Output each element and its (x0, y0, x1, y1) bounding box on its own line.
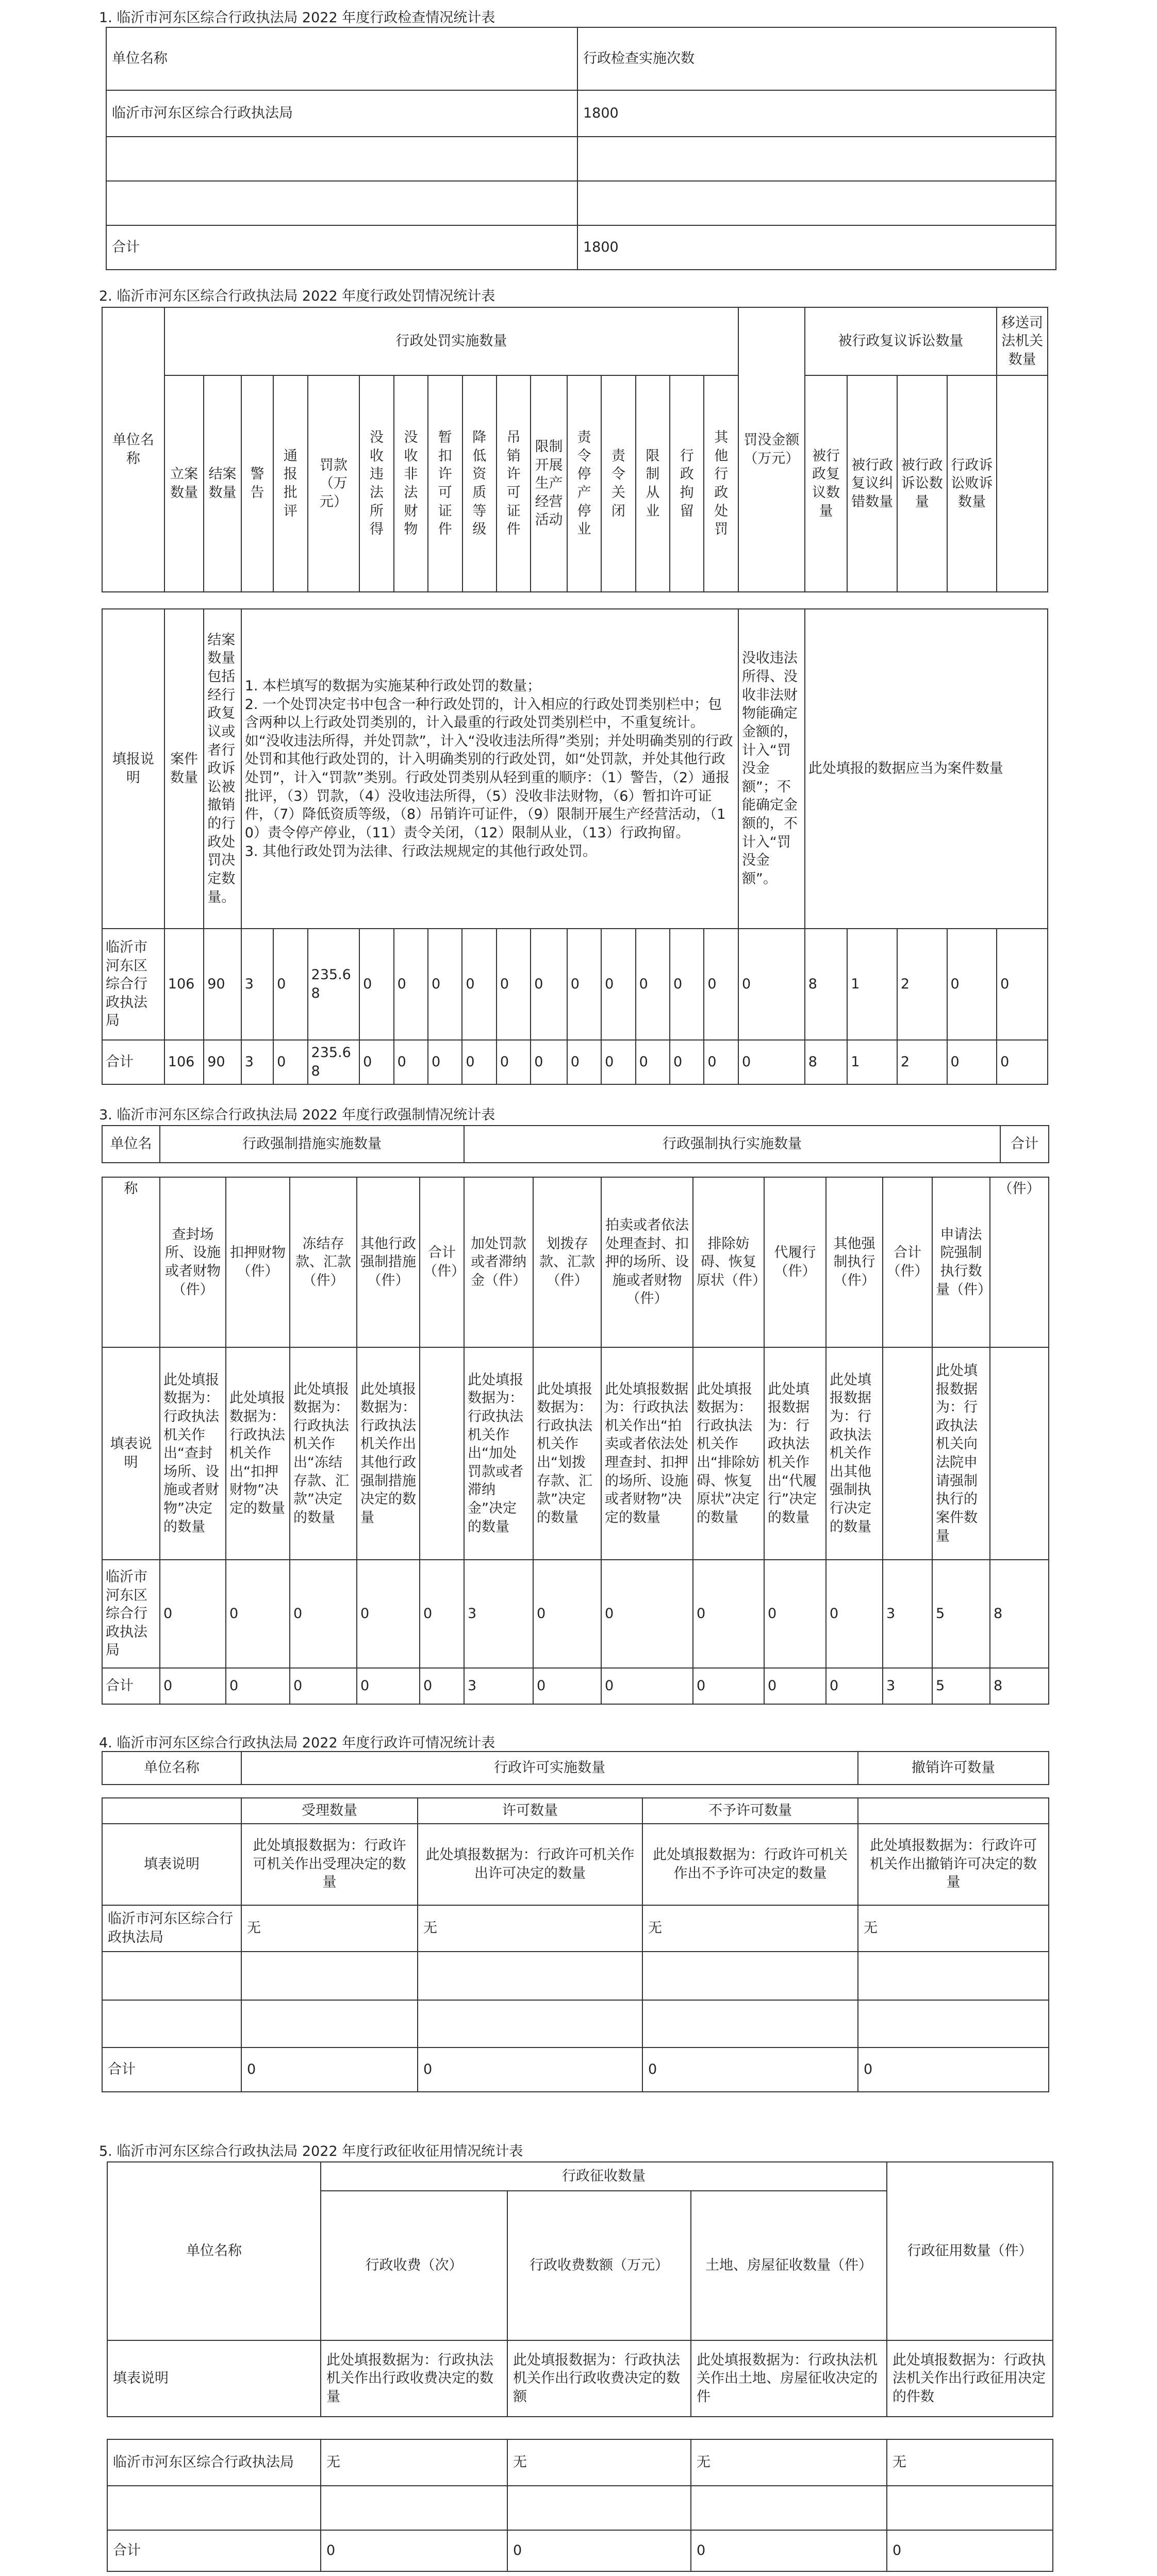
fill-penalty-rules (241, 609, 738, 929)
header-seize-property: 扣押财物（件） (226, 1177, 290, 1347)
header-transfer-judicial: 移送司法机关数量 (997, 307, 1048, 375)
cell-unit-name: 临沂市河东区综合行政执法局 (102, 1905, 241, 1952)
fill-instructions-label: 填表说明 (102, 1347, 160, 1560)
header-unit-a: 单位名 (102, 1126, 160, 1163)
header-review-corrected: 被行政复议纠错数量 (847, 375, 897, 592)
header-warning: 警告 (241, 375, 273, 592)
table-row (107, 2486, 1053, 2530)
header-measure-total: 合计（件） (420, 1177, 464, 1347)
total-row: 合计 0 0 0 0 (102, 2047, 1049, 2092)
header-requisition-count: 行政征用数量（件） (887, 2162, 1053, 2340)
header-unit: 单位名称 (107, 2162, 321, 2340)
cell-unit-name: 临沂市河东区综合行政执法局 (106, 90, 577, 137)
header-land-house: 土地、房屋征收数量（件） (691, 2191, 887, 2340)
table-row (102, 2000, 1049, 2047)
table-row (106, 181, 1056, 225)
fill-rule-1: 1. 本栏填写的数据为实施某种行政处罚的数量； (244, 678, 541, 694)
header-review-count: 被行政复议数量 (805, 375, 848, 592)
header-unit: 单位名称 (102, 307, 164, 592)
cell-unit-name: 临沂市河东区综合行政执法局 (107, 2439, 321, 2486)
section2-title: 2. 临沂市河东区综合行政执法局 2022 年度行政处罚情况统计表 (99, 288, 495, 304)
total-label: 合计 (106, 225, 577, 270)
section3-title: 3. 临沂市河东区综合行政执法局 2022 年度行政强制情况统计表 (99, 1107, 495, 1123)
penalty-body-table (102, 608, 1048, 1085)
table-row: 临沂市河东区综合行政执法局 无 无 无 无 (107, 2439, 1053, 2486)
header-exec-total: 合计（件） (883, 1177, 932, 1347)
header-substitute-perform: 代履行（件） (764, 1177, 826, 1347)
fill-confiscation-note: 没收违法所得、没收非法财物能确定金额的，计入“罚没金额”；不能确定金额的，不计入“罚没金额”。 (738, 609, 805, 929)
header-restrict-production: 限制开展生产经营活动 (531, 375, 567, 592)
license-body-table: 受理数量 许可数量 不予许可数量 填表说明 此处填报数据为：行政许可机关作出受理决定的数量 此处填报数据为：行政许可机关作出许可决定的数量 此处填报数据为：行政许可机关作出不予许可决定的数量 此处填报数据为：行政许可机关作出撤销许可决定的数量 临沂市河东区综合行政执法局 无 无 无 无 合计 0 0 0 0 (102, 1797, 1049, 2092)
header-inspection-count: 行政检查实施次数 (577, 27, 1056, 90)
header-granted: 许可数量 (418, 1798, 642, 1824)
total-label: 合计 (102, 1040, 164, 1084)
header-circulate-criticism: 通报批评 (273, 375, 307, 592)
header-restrict-practice: 限制从业 (636, 375, 670, 592)
header-other-penalty: 其他行政处罚 (704, 375, 738, 592)
header-confiscate-income: 没收违法所得 (359, 375, 393, 592)
header-freeze-deposit: 冻结存款、汇款（件） (290, 1177, 357, 1347)
header-unit-b: 称 (102, 1177, 160, 1347)
enforcement-body-table: 称 查封场所、设施或者财物（件） 扣押财物（件） 冻结存款、汇款（件） 其他行政强制措施（件） 合计（件） 加处罚款或者滞纳金（件） 划拨存款、汇款（件） 拍卖或者依法处理查封、扣押的场所、设施或者财物（件） 排除妨碍、恢复原状（件） 代履行（件） 其他强制执行（件） 合计（件） 申请法院强制执行数量（件） （件） 填表说明 此处填报数据为：行政执法机关作出“查封场所、设施或者财物”决定的数量 此处填报数据为：行政执法机关作出“扣押财物”决定的数量 此处填报数据为：行政执法机关作出“冻结存款、汇款”决定的数量 此处填报数据为：行政执法机关作出其他行政强制措施决定的数量 此处填报数据为：行政执法机关作出“加处罚款或者滞纳金”决定的数量 此处填报数据为：行政执法机关作出“划拨存款、汇款”决定的数量 此处填报数据为：行政执法机关作出“拍卖或者依法处理查封、扣押的场所、设施或者财物”决定的数量 此处填报数据为：行政执法机关作出“排除妨碍、恢复原状”决定的数量 此处填报数据为：行政执法机关作出“代履行”决定的数量 此处填报数据为：行政执法机关作出其他强制执行决定的数量 此处填报数据为：行政执法机关向法院申请强制执行的案件数量 临沂市河东区综合行政执法局 0 0 0 0 0 3 0 0 0 0 0 3 5 8 合计 0 0 0 0 0 3 0 0 0 0 0 3 5 8 (102, 1177, 1049, 1705)
cell-unit-name: 临沂市河东区综合行政执法局 (102, 929, 164, 1040)
header-total: 合计 (1000, 1126, 1049, 1163)
header-measure-impl: 行政强制措施实施数量 (160, 1126, 464, 1163)
header-review-litigation: 被行政复议诉讼数量 (805, 307, 997, 375)
header-add-fine: 加处罚款或者滞纳金（件） (464, 1177, 533, 1347)
enforcement-header-table (102, 1125, 1049, 1163)
fill-rule-2: 2. 一个处罚决定书中包含一种行政处罚的，计入相应的行政处罚类别栏中；包含两种以上行政处罚类别的，计入最重的行政处罚类别栏中，不重复统计。如“没收违法所得，并处罚款”，计入“没收违法所得”类别；并处明确类别的行政处罚和其他行政处罚的，计入明确类别的行政处罚，如“处罚款，并处其他行政处罚”，计入“罚款”类别。行政处罚类别从轻到重的顺序：（1）警告，（2）通报批评，（3）罚款，（4）没收违法所得，（5）没收非法财物，（6）暂扣许可证件，（7）降低资质等级，（8）吊销许可证件，（9）限制开展生产经营活动，（10）责令停产停业，（11）责令关闭，（12）限制从业，（13）行政拘留。 (244, 696, 733, 841)
header-fine: 罚款（万元） (308, 375, 360, 592)
header-closed-cases: 结案数量 (204, 375, 241, 592)
cell-unit-name: 临沂市河东区综合行政执法局 (102, 1560, 160, 1668)
header-denied: 不予许可数量 (642, 1798, 858, 1824)
header-filed-cases: 立案数量 (164, 375, 204, 592)
header-fee-amount: 行政收费数额（万元） (507, 2191, 691, 2340)
fill-case-count: 案件数量 (164, 609, 204, 929)
requisition-header-table: 单位名称 行政征收数量 行政征用数量（件） 行政收费（次） 行政收费数额（万元） 土地、房屋征收数量（件） 填表说明 此处填报数据为：行政执法机关作出行政收费决定的数量 此处填报数据为：行政执法机关作出行政收费决定的数额 此处填报数据为：行政执法机关作出土地、房屋征收决定的件 此处填报数据为：行政执法机关作出行政征用决定的件数 (107, 2161, 1053, 2417)
total-label: 合计 (107, 2530, 321, 2571)
license-header-table (102, 1751, 1049, 1785)
total-row: 合计 0 0 0 0 (107, 2530, 1053, 2571)
header-litigation-count: 被行政诉讼数量 (897, 375, 947, 592)
header-remove-obstacle: 排除妨碍、恢复原状（件） (693, 1177, 764, 1347)
total-inspection-count: 1800 (577, 225, 1056, 270)
fill-review-note: 此处填报的数据应当为案件数量 (805, 609, 1048, 929)
header-total-unit: （件） (990, 1177, 1049, 1347)
header-collect-count: 行政征收数量 (321, 2162, 887, 2191)
header-penalty-impl: 行政处罚实施数量 (164, 307, 738, 375)
section4-title: 4. 临沂市河东区综合行政执法局 2022 年度行政许可情况统计表 (99, 1735, 495, 1751)
header-revoke-license: 撤销许可数量 (858, 1752, 1049, 1785)
table-row (102, 1952, 1049, 2000)
table-row: 临沂市河东区综合行政执法局 无 无 无 无 (102, 1905, 1049, 1952)
header-suspend-license: 暂扣许可证件 (428, 375, 462, 592)
header-revoke-license: 吊销许可证件 (497, 375, 531, 592)
fill-instructions-label: 填表说明 (107, 2340, 321, 2417)
table-row: 临沂市河东区综合行政执法局 106 90 3 0 235.68 0 0 0 0 0 0 0 0 0 0 0 0 8 1 2 0 0 (102, 929, 1048, 1040)
total-row: 合计 0 0 0 0 0 3 0 0 0 0 0 3 5 8 (102, 1668, 1049, 1704)
fill-instructions-label: 填表说明 (102, 1824, 241, 1905)
header-transfer-deposit: 划拨存款、汇款（件） (533, 1177, 601, 1347)
header-order-suspend: 责令停产停业 (567, 375, 601, 592)
header-unit: 单位名称 (102, 1752, 241, 1785)
inspection-table (106, 27, 1056, 270)
total-label: 合计 (102, 1668, 160, 1704)
total-row: 合计 106 90 3 0 235.68 0 0 0 0 0 0 0 0 0 0 0 0 8 1 2 0 0 (102, 1040, 1048, 1084)
header-court-apply: 申请法院强制执行数量（件） (932, 1177, 990, 1347)
header-auction: 拍卖或者依法处理查封、扣押的场所、设施或者财物（件） (601, 1177, 693, 1347)
header-confiscation: 罚没金额（万元） (738, 307, 805, 592)
header-exec-impl: 行政强制执行实施数量 (464, 1126, 1000, 1163)
cell-inspection-count: 1800 (577, 90, 1056, 137)
header-lower-qualification: 降低资质等级 (462, 375, 497, 592)
header-order-close: 责令关闭 (601, 375, 635, 592)
table-row: 临沂市河东区综合行政执法局 0 0 0 0 0 3 0 0 0 0 0 3 5 8 (102, 1560, 1049, 1668)
header-accepted: 受理数量 (241, 1798, 418, 1824)
header-license-impl: 行政许可实施数量 (241, 1752, 858, 1785)
fill-instructions-label: 填报说明 (102, 609, 164, 929)
total-label: 合计 (102, 2047, 241, 2092)
header-seal-property: 查封场所、设施或者财物（件） (160, 1177, 226, 1347)
header-unit: 单位名称 (106, 27, 577, 90)
section5-title: 5. 临沂市河东区综合行政执法局 2022 年度行政征收征用情况统计表 (99, 2143, 523, 2159)
header-litigation-lost: 行政诉讼败诉数量 (947, 375, 997, 592)
fill-closed-note: 结案数量包括经行政复议或者行政诉讼被撤销的行政处罚决定数量。 (204, 609, 241, 929)
fill-rule-3: 3. 其他行政处罚为法律、行政法规规定的其他行政处罚。 (244, 843, 597, 860)
header-detention: 行政拘留 (670, 375, 704, 592)
table-row (106, 137, 1056, 181)
header-confiscate-property: 没收非法财物 (394, 375, 428, 592)
section1-title: 1. 临沂市河东区综合行政执法局 2022 年度行政检查情况统计表 (99, 10, 495, 26)
header-other-exec: 其他强制执行（件） (826, 1177, 883, 1347)
header-other-measure: 其他行政强制措施（件） (357, 1177, 420, 1347)
penalty-header-table (102, 307, 1048, 592)
requisition-body-table (107, 2439, 1053, 2572)
header-fee-times: 行政收费（次） (321, 2191, 507, 2340)
